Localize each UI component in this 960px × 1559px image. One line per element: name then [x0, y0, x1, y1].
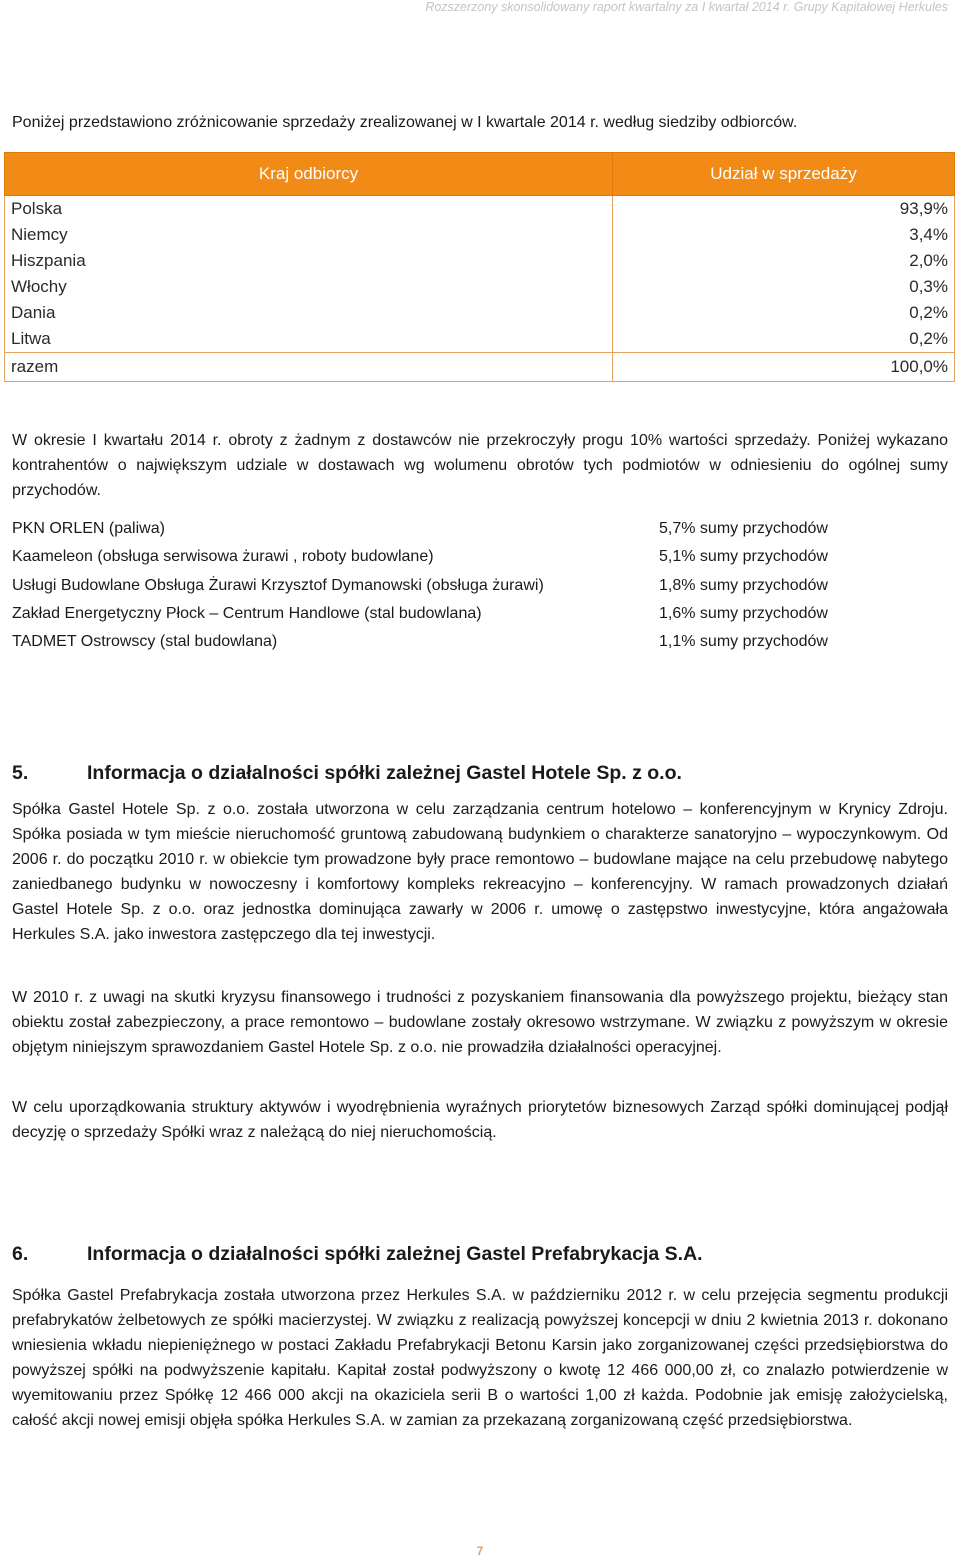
share-cell: 0,2% [613, 300, 955, 326]
country-cell: Niemcy [5, 222, 613, 248]
country-cell: Hiszpania [5, 248, 613, 274]
section-6-paragraph-1: Spółka Gastel Prefabrykacja została utworzona przez Herkules S.A. w październiku 2012 r. w celu przejęcia segmentu produkcji prefabrykatów żelbetowych ze spółki macierzystej. W związku z realizacją powyższej koncepcji w dniu 2 kwietnia 2013 r. dokonano wniesienia wkładu niepieniężnego w postaci Zakładu Prefabrykacji Betonu Karsin jako zorganizowanej części przedsiębiorstwa do powyższej spółki na podwyższenie kapitału. Kapitał został podwyższony o kwotę 12 466 000,00 zł, co znalazło potwierdzenie w wyemitowaniu przez Spółkę 12 466 000 akcji na okaziciela serii B o wartości 1,00 zł każda. Podobnie jak emisję założycielską, całość akcji nowej emisji objęła spółka Herkules S.A. w zamian za przekazaną zorganizowaną część przedsiębiorstwa. [12, 1287, 948, 1429]
total-row [5, 353, 955, 382]
intro-text: Poniżej przedstawiono zróżnicowanie sprzedaży zrealizowanej w I kwartale 2014 r. według siedziby odbiorców. [12, 114, 798, 131]
share-cell: 2,0% [613, 248, 955, 274]
page-number: 7 [476, 1544, 484, 1558]
country-cell: Włochy [5, 274, 613, 300]
supplier-name: Kaameleon (obsługa serwisowa żurawi , roboty budowlane) [12, 548, 434, 565]
supplier-percent: 5,1% sumy przychodów [659, 548, 828, 565]
running-header: Rozszerzony skonsolidowany raport kwartalny za I kwartał 2014 r. Grupy Kapitałowej Herkules [425, 0, 948, 14]
supplier-percent: 5,7% sumy przychodów [659, 520, 828, 537]
col-header-share: Udział w sprzedaży [613, 153, 955, 196]
supplier-name: TADMET Ostrowscy (stal budowlana) [12, 633, 278, 650]
supplier-percent: 1,8% sumy przychodów [659, 577, 828, 594]
country-cell: Polska [5, 196, 613, 223]
section-5-heading [12, 762, 682, 785]
supplier-percent: 1,6% sumy przychodów [659, 605, 828, 622]
table-header-row [5, 153, 955, 196]
table-row [5, 326, 955, 353]
section-5-paragraph-1: Spółka Gastel Hotele Sp. z o.o. została utworzona w celu zarządzania centrum hotelowo – konferencyjnym w Krynicy Zdroju. Spółka posiada w tym mieście nieruchomość gruntową zabudowaną budynkiem o charakterze sanatoryjno – wypoczynkowym. Od 2006 r. do początku 2010 r. w obiekcie tym prowadzone były prace remontowo – budowlane mające na celu przebudowę nabytego zaniedbanego budynku w nowoczesny i komfortowy kompleks rekreacyjno – konferencyjny. W ramach prowadzonych działań Gastel Hotele Sp. z o.o. oraz jednostka dominująca zawarły w 2006 r. umowę o zastępstwo inwestycyjne, która angażowała Herkules S.A. jako inwestora zastępczego dla tej inwestycji. [12, 801, 948, 943]
table-row [5, 222, 955, 248]
section-5-number: 5. [12, 762, 29, 784]
col-header-country: Kraj odbiorcy [5, 153, 613, 196]
share-cell: 3,4% [613, 222, 955, 248]
table-row [5, 274, 955, 300]
section-5-paragraph-3: W celu uporządkowania struktury aktywów i wyodrębnienia wyraźnych priorytetów biznesowych Zarząd spółki dominującej podjął decyzję o sprzedaży Spółki wraz z należącą do niej nieruchomością. [12, 1099, 948, 1141]
table-row [5, 248, 955, 274]
section-5-paragraph-2: W 2010 r. z uwagi na skutki kryzysu finansowego i trudności z pozyskaniem finansowania dla powyższego projektu, bieżący stan obiektu został zabezpieczony, a prace remontowo – budowlane zostały okresowo wstrzymane. W związku z powyższym w okresie objętym niniejszym sprawozdaniem Gastel Hotele Sp. z o.o. nie prowadziła działalności operacyjnej. [12, 989, 948, 1056]
section-5-title: Informacja o działalności spółki zależnej Gastel Hotele Sp. z o.o. [87, 762, 682, 784]
supplier-name: PKN ORLEN (paliwa) [12, 520, 165, 537]
share-cell: 93,9% [613, 196, 955, 223]
share-cell: 0,3% [613, 274, 955, 300]
supplier-name: Zakład Energetyczny Płock – Centrum Handlowe (stal budowlana) [12, 605, 482, 622]
total-label: razem [5, 353, 613, 382]
country-cell: Dania [5, 300, 613, 326]
section-6-number: 6. [12, 1243, 29, 1265]
total-value: 100,0% [613, 353, 955, 382]
table-row [5, 196, 955, 223]
supplier-name: Usługi Budowlane Obsługa Żurawi Krzysztof Dymanowski (obsługa żurawi) [12, 577, 544, 594]
suppliers-paragraph: W okresie I kwartału 2014 r. obroty z żadnym z dostawców nie przekroczyły progu 10% wartości sprzedaży. Poniżej wykazano kontrahentów o największym udziale w dostawach wg wolumenu obrotów tych podmiotów w odniesieniu do ogólnej sumy przychodów. [12, 432, 948, 499]
country-cell: Litwa [5, 326, 613, 353]
table-row [5, 300, 955, 326]
section-6-heading [12, 1243, 703, 1266]
section-6-title: Informacja o działalności spółki zależnej Gastel Prefabrykacja S.A. [87, 1243, 703, 1265]
sales-by-country-table [4, 152, 955, 382]
supplier-percent: 1,1% sumy przychodów [659, 633, 828, 650]
share-cell: 0,2% [613, 326, 955, 353]
